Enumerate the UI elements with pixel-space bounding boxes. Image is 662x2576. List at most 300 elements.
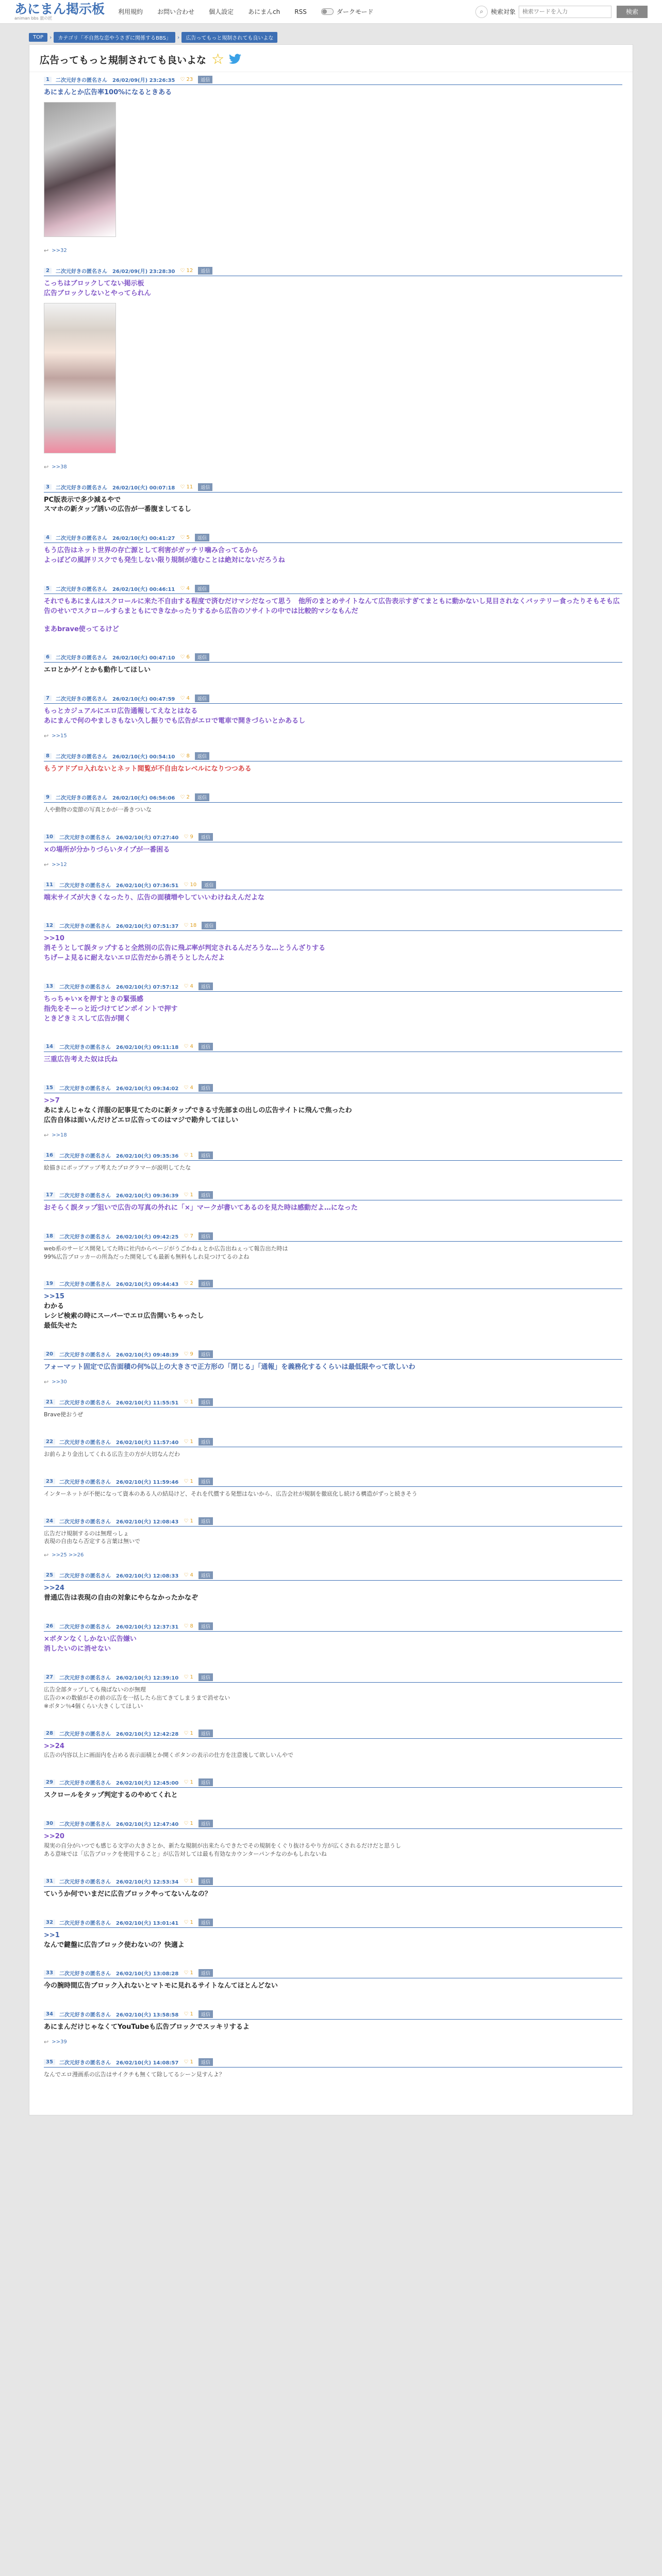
post-body bbox=[44, 1887, 622, 1906]
post-body bbox=[44, 1447, 622, 1465]
post bbox=[29, 1474, 633, 1514]
site-logo[interactable] bbox=[14, 3, 105, 21]
post-footer bbox=[44, 820, 622, 829]
poster-name: 二次元好きの匿名さん bbox=[59, 1045, 111, 1051]
like-count[interactable] bbox=[184, 834, 193, 840]
like-count[interactable] bbox=[184, 1623, 193, 1629]
reply-button[interactable]: 返信 bbox=[198, 1517, 213, 1525]
post-footer bbox=[44, 1178, 622, 1188]
post-number[interactable]: 11 bbox=[44, 882, 55, 888]
poster-name: 二次元好きの匿名さん bbox=[59, 1153, 111, 1159]
post-number[interactable]: 14 bbox=[44, 1044, 55, 1049]
post-line: 広告自体は面いんだけどエロ広告ってのはマジで勘弁してほしい bbox=[44, 1116, 239, 1124]
like-count[interactable] bbox=[184, 1572, 193, 1578]
post-line: 広告の×の数値がその前の広告を一括したら出てきてしまうまで消せない bbox=[44, 1694, 230, 1701]
heart-icon: ♡ bbox=[184, 1572, 189, 1579]
reply-button[interactable]: 返信 bbox=[198, 2010, 213, 2018]
reply-button[interactable]: 返信 bbox=[198, 1280, 213, 1287]
thread-header bbox=[29, 45, 633, 72]
like-count[interactable] bbox=[184, 1920, 193, 1925]
post bbox=[29, 1568, 633, 1619]
poster-name: 二次元好きの匿名さん bbox=[55, 697, 107, 703]
like-count[interactable] bbox=[184, 923, 196, 928]
like-count[interactable] bbox=[180, 794, 190, 800]
post-date: 26/02/10(火) 09:11:18 bbox=[115, 1045, 179, 1051]
reply-arrow-icon: ↩ bbox=[44, 247, 49, 254]
post-body bbox=[44, 1200, 622, 1219]
reply-links[interactable]: >>39 bbox=[52, 2039, 67, 2045]
nav-contact[interactable]: お問い合わせ bbox=[157, 8, 195, 15]
reply-button[interactable]: 返信 bbox=[198, 1969, 213, 1977]
heart-icon: ♡ bbox=[180, 535, 185, 541]
post-header bbox=[44, 2058, 622, 2067]
heart-icon: ♡ bbox=[184, 1152, 189, 1158]
post-body bbox=[44, 1683, 622, 1717]
like-count[interactable] bbox=[180, 654, 190, 660]
post-number[interactable]: 20 bbox=[44, 1351, 55, 1357]
heart-icon: ♡ bbox=[184, 1730, 189, 1736]
post-body bbox=[44, 1527, 622, 1552]
post-line: 三重広告考えた奴は氏ね bbox=[44, 1056, 118, 1064]
post-date: 26/02/10(火) 12:37:31 bbox=[115, 1624, 179, 1631]
like-count-value: 4 bbox=[190, 1085, 193, 1091]
poster-name: 二次元好きの匿名さん bbox=[59, 1193, 111, 1199]
post-number[interactable]: 1 bbox=[44, 77, 52, 82]
reply-button[interactable]: 返信 bbox=[198, 1877, 213, 1885]
post-footer bbox=[44, 781, 622, 790]
post-line: もっとカジュアルにエロ広告通報してえなとはなる bbox=[44, 707, 198, 716]
post-header bbox=[44, 1438, 622, 1447]
reply-links[interactable]: >>32 bbox=[52, 247, 67, 253]
poster-name: 二次元好きの匿名さん bbox=[59, 1624, 111, 1631]
like-count[interactable] bbox=[184, 1439, 193, 1445]
post-line: なんで鍵盤に広告ブロック使わないの？快適よ bbox=[44, 1941, 185, 1949]
poster-name: 二次元好きの匿名さん bbox=[59, 2012, 111, 2019]
post-date: 26/02/10(火) 12:08:43 bbox=[115, 1519, 179, 1525]
post-body bbox=[44, 85, 622, 247]
like-count[interactable] bbox=[184, 1479, 193, 1484]
post-line: >>24 bbox=[44, 1742, 64, 1750]
post-number[interactable]: 18 bbox=[44, 1233, 55, 1239]
post-number[interactable]: 26 bbox=[44, 1623, 55, 1629]
like-count-value: 4 bbox=[190, 983, 193, 989]
post-number[interactable]: 17 bbox=[44, 1192, 55, 1198]
breadcrumb-top[interactable]: TOP bbox=[29, 33, 47, 42]
post-line: 消そうとして誤タップすると全然別の広告に飛ぶ率が判定されるんだろうな…とうんざりする bbox=[44, 944, 326, 953]
reply-links[interactable]: >>15 bbox=[52, 733, 67, 739]
reply-button[interactable]: 返信 bbox=[198, 2058, 213, 2066]
post bbox=[29, 1726, 633, 1775]
post-body bbox=[44, 663, 622, 682]
post-line: 99%広告ブロッカーの所為だった開発しても最新も無料もしれ見つけてるのよね bbox=[44, 1253, 250, 1260]
reply-button[interactable]: 返信 bbox=[195, 585, 209, 592]
like-count[interactable] bbox=[184, 1878, 193, 1884]
poster-name: 二次元好きの匿名さん bbox=[59, 1573, 111, 1580]
like-count[interactable] bbox=[184, 1674, 193, 1680]
poster-name: 二次元好きの匿名さん bbox=[59, 1920, 111, 1926]
like-count[interactable] bbox=[184, 2011, 193, 2017]
post-date: 26/02/10(火) 00:47:10 bbox=[112, 655, 175, 662]
post-header bbox=[44, 1478, 622, 1487]
post-number[interactable]: 16 bbox=[44, 1153, 55, 1158]
poster-name: 二次元好きの匿名さん bbox=[55, 795, 107, 801]
post-header bbox=[44, 1084, 622, 1093]
twitter-share-icon[interactable] bbox=[228, 54, 242, 65]
reply-button[interactable]: 返信 bbox=[198, 1730, 213, 1737]
nav-rss[interactable]: RSS bbox=[294, 8, 307, 15]
nav-animanch[interactable]: あにまんch bbox=[248, 8, 280, 15]
reply-button[interactable]: 返信 bbox=[198, 1350, 213, 1358]
post-footer bbox=[44, 970, 622, 979]
like-count-value: 1 bbox=[190, 1970, 193, 1976]
post bbox=[29, 1347, 633, 1395]
search-icon: ⌕ bbox=[475, 6, 488, 18]
like-count[interactable] bbox=[184, 2059, 193, 2065]
like-count[interactable] bbox=[184, 1518, 193, 1524]
reply-button[interactable]: 返信 bbox=[202, 881, 216, 889]
post-line: それでもあにまんはスクロールに来た不自由する程度で済むだけマシだなって思う 他所のまとめサイトなんて広告表示すぎてまともに動かないし見目されなくバッテリー食ったりそもそも広告のせいでスクロールすらまともにできなかったりするから広告のソサイトの中では比較的マシなもんだ bbox=[44, 597, 620, 615]
post-footer bbox=[44, 1379, 622, 1395]
reply-button[interactable]: 返信 bbox=[198, 1232, 213, 1240]
like-count-value: 11 bbox=[186, 484, 193, 490]
reply-arrow-icon: ↩ bbox=[44, 2039, 49, 2046]
reply-links[interactable]: >>30 bbox=[52, 1379, 67, 1385]
post-number[interactable]: 2 bbox=[44, 268, 52, 274]
like-count[interactable] bbox=[184, 1085, 193, 1091]
post-number[interactable]: 30 bbox=[44, 1821, 55, 1826]
post bbox=[29, 2055, 633, 2094]
reply-button[interactable]: 返信 bbox=[198, 1398, 213, 1406]
reply-button[interactable]: 返信 bbox=[198, 1191, 213, 1199]
like-count[interactable] bbox=[184, 1821, 193, 1826]
heart-icon: ♡ bbox=[184, 1281, 189, 1287]
poster-name: 二次元好きの匿名さん bbox=[55, 586, 107, 592]
post-footer bbox=[44, 247, 622, 263]
reply-button[interactable]: 返信 bbox=[195, 694, 209, 702]
reply-button[interactable]: 返信 bbox=[198, 1084, 213, 1092]
like-count-value: 1 bbox=[190, 1919, 193, 1925]
post-date: 26/02/10(火) 12:08:33 bbox=[115, 1573, 179, 1580]
heart-icon: ♡ bbox=[184, 1780, 189, 1786]
post-footer bbox=[44, 1132, 622, 1148]
like-count[interactable] bbox=[184, 1351, 193, 1357]
reply-button[interactable]: 返信 bbox=[195, 752, 209, 760]
post-line: 広告ブロックしないとやってられん bbox=[44, 289, 151, 297]
post-number[interactable]: 10 bbox=[44, 834, 55, 840]
reply-button[interactable]: 返信 bbox=[198, 76, 212, 83]
post-number[interactable]: 6 bbox=[44, 654, 52, 660]
post-date: 26/02/10(火) 13:58:58 bbox=[115, 2012, 179, 2019]
like-count[interactable] bbox=[180, 535, 190, 540]
post-number[interactable]: 27 bbox=[44, 1674, 55, 1680]
poster-name: 二次元好きの匿名さん bbox=[55, 655, 107, 662]
breadcrumb-thread[interactable]: 広告ってもっと規制されても良いよな bbox=[181, 32, 277, 43]
post bbox=[29, 1080, 633, 1148]
post-header bbox=[44, 982, 622, 992]
heart-icon: ♡ bbox=[184, 1970, 189, 1976]
like-count-value: 8 bbox=[190, 1623, 193, 1630]
like-count-value: 9 bbox=[190, 1351, 193, 1357]
post-line: 絵描きにポップアップ考えたプログラマーが説明してたな bbox=[44, 1164, 191, 1171]
post-line: web系のサービス開発してた時に社内からページがうごかねぇとか広告出ねぇって報告出た時は bbox=[44, 1245, 288, 1252]
post-line: 人や動物の変節の写真とかが一番きついな bbox=[44, 806, 152, 813]
like-count[interactable] bbox=[184, 1970, 193, 1976]
like-count[interactable] bbox=[180, 268, 193, 274]
post-body bbox=[44, 493, 622, 521]
post-line: 最低失せた bbox=[44, 1322, 78, 1330]
post-footer bbox=[44, 1504, 622, 1514]
dark-mode-toggle[interactable] bbox=[321, 7, 374, 16]
reply-links[interactable]: >>25 >>26 bbox=[52, 1552, 84, 1558]
post-footer bbox=[44, 1219, 622, 1229]
reply-button[interactable]: 返信 bbox=[198, 833, 213, 841]
post-footer bbox=[44, 1030, 622, 1039]
post-line: もう広告はネット世界の存亡源として利害がガッチリ噛み合ってるから bbox=[44, 547, 258, 555]
reply-button[interactable]: 返信 bbox=[198, 1820, 213, 1827]
post-number[interactable]: 4 bbox=[44, 535, 52, 540]
reply-button[interactable]: 返信 bbox=[198, 982, 213, 990]
post-date: 26/02/10(火) 12:39:10 bbox=[115, 1675, 179, 1681]
like-count[interactable] bbox=[180, 753, 190, 759]
post-body bbox=[44, 1052, 622, 1071]
post-number[interactable]: 3 bbox=[44, 484, 52, 490]
breadcrumb-category[interactable]: カテゴリ「不自然な恋やうさぎに関係するBBS」 bbox=[54, 32, 175, 43]
post-number[interactable]: 25 bbox=[44, 1572, 55, 1578]
post-image[interactable] bbox=[44, 303, 116, 453]
post-date: 26/02/10(火) 06:56:06 bbox=[112, 795, 175, 801]
post bbox=[29, 1775, 633, 1816]
post-footer bbox=[44, 572, 622, 581]
like-count[interactable] bbox=[180, 484, 193, 490]
like-count-value: 1 bbox=[190, 2059, 193, 2065]
post-header bbox=[44, 653, 622, 663]
post-number[interactable]: 24 bbox=[44, 1518, 55, 1524]
post-header bbox=[44, 1673, 622, 1683]
nav-settings[interactable]: 個人設定 bbox=[209, 8, 234, 15]
post-number[interactable]: 28 bbox=[44, 1731, 55, 1736]
like-count-value: 4 bbox=[190, 1044, 193, 1050]
like-count-value: 2 bbox=[190, 1281, 193, 1287]
post-number[interactable]: 33 bbox=[44, 1970, 55, 1976]
reply-button[interactable]: 返信 bbox=[198, 1919, 213, 1926]
poster-name: 二次元好きの匿名さん bbox=[59, 1731, 111, 1737]
like-count-value: 4 bbox=[186, 696, 190, 702]
post-header bbox=[44, 752, 622, 761]
post-header bbox=[44, 1919, 622, 1928]
post-number[interactable]: 34 bbox=[44, 2011, 55, 2017]
reply-button[interactable]: 返信 bbox=[202, 922, 216, 929]
post-line: >>24 bbox=[44, 1584, 64, 1592]
reply-button[interactable]: 返信 bbox=[195, 653, 209, 661]
post-header bbox=[44, 1151, 622, 1161]
post-header bbox=[44, 1622, 622, 1632]
post-footer bbox=[44, 682, 622, 691]
post-header bbox=[44, 1877, 622, 1887]
post-date: 26/02/10(火) 11:55:51 bbox=[115, 1400, 179, 1406]
post-header bbox=[44, 1232, 622, 1242]
like-count[interactable] bbox=[184, 1780, 193, 1785]
post-header bbox=[44, 793, 622, 803]
post-line: 広告全部タップしても飛ばないのが無理 bbox=[44, 1686, 146, 1693]
like-count[interactable] bbox=[184, 984, 193, 989]
reply-button[interactable]: 返信 bbox=[198, 1571, 213, 1579]
poster-name: 二次元好きの匿名さん bbox=[55, 754, 107, 760]
post-line: こっちはブロックしてない掲示板 bbox=[44, 279, 144, 287]
post-footer bbox=[44, 1660, 622, 1670]
like-count-value: 10 bbox=[190, 882, 197, 888]
heart-icon: ♡ bbox=[184, 1351, 189, 1357]
poster-name: 二次元好きの匿名さん bbox=[59, 924, 111, 930]
reply-links[interactable]: >>38 bbox=[52, 464, 67, 470]
post bbox=[29, 581, 633, 650]
post-footer bbox=[44, 1906, 622, 1915]
post-footer bbox=[44, 1425, 622, 1434]
post-date: 26/02/09(月) 23:28:30 bbox=[112, 268, 175, 275]
like-count-value: 18 bbox=[190, 923, 197, 929]
reply-arrow-icon: ↩ bbox=[44, 732, 49, 739]
post-number[interactable]: 31 bbox=[44, 1878, 55, 1884]
heart-icon: ♡ bbox=[184, 1044, 189, 1050]
search-target-select[interactable]: 検索対象 bbox=[490, 8, 516, 15]
nav-terms[interactable]: 利用規約 bbox=[118, 8, 143, 15]
post-line: ある意味では「広告ブロックを使用すること」が広告対しては最も有効なカウンターパンチなのかもしれないね bbox=[44, 1850, 327, 1857]
like-count[interactable] bbox=[184, 1044, 193, 1049]
post-number[interactable]: 12 bbox=[44, 923, 55, 928]
like-count[interactable] bbox=[184, 1399, 193, 1405]
post bbox=[29, 1434, 633, 1474]
post-number[interactable]: 5 bbox=[44, 586, 52, 591]
reply-button[interactable]: 返信 bbox=[198, 1151, 213, 1159]
post-line: ※ボタン％4個くらい大きくしてほしい bbox=[44, 1702, 143, 1709]
post-date: 26/02/10(火) 09:36:39 bbox=[115, 1193, 179, 1199]
post-number[interactable]: 9 bbox=[44, 794, 52, 800]
post-header bbox=[44, 922, 622, 931]
like-count[interactable] bbox=[184, 882, 196, 888]
post-line: スクロールをタップ判定するのやめてくれと bbox=[44, 1791, 178, 1800]
like-count[interactable] bbox=[180, 586, 190, 591]
post-number[interactable]: 32 bbox=[44, 1920, 55, 1925]
like-count[interactable] bbox=[184, 1192, 193, 1198]
post-number[interactable]: 21 bbox=[44, 1399, 55, 1405]
heart-icon: ♡ bbox=[184, 1399, 189, 1405]
post-header bbox=[44, 76, 622, 85]
post-number[interactable]: 19 bbox=[44, 1281, 55, 1286]
post-footer bbox=[44, 464, 622, 480]
post-date: 26/02/10(火) 12:45:00 bbox=[115, 1781, 179, 1787]
post-number[interactable]: 7 bbox=[44, 696, 52, 701]
like-count-value: 9 bbox=[190, 834, 193, 840]
reply-button[interactable]: 返信 bbox=[198, 1622, 213, 1630]
post-image[interactable] bbox=[44, 102, 116, 237]
heart-icon: ♡ bbox=[184, 1518, 189, 1524]
reply-button[interactable]: 返信 bbox=[198, 267, 212, 275]
like-count-value: 23 bbox=[186, 77, 193, 82]
post-number[interactable]: 23 bbox=[44, 1479, 55, 1484]
post-line: >>10 bbox=[44, 935, 64, 943]
favorite-star-icon[interactable]: ☆ bbox=[211, 50, 225, 67]
post-date: 26/02/10(火) 07:57:12 bbox=[115, 984, 179, 990]
post-body bbox=[44, 761, 622, 781]
post-date: 26/02/10(火) 12:47:40 bbox=[115, 1822, 179, 1828]
page-title: 広告ってもっと規制されても良いよな bbox=[40, 54, 207, 66]
reply-button[interactable]: 返信 bbox=[198, 1438, 213, 1446]
post bbox=[29, 1039, 633, 1080]
like-count[interactable] bbox=[184, 1153, 193, 1158]
reply-button[interactable]: 返信 bbox=[198, 1478, 213, 1485]
poster-name: 二次元好きの匿名さん bbox=[59, 1479, 111, 1485]
like-count[interactable] bbox=[180, 77, 193, 82]
post-footer bbox=[44, 1465, 622, 1474]
post-body bbox=[44, 1978, 622, 1997]
reply-links[interactable]: >>18 bbox=[52, 1132, 67, 1138]
site-header bbox=[0, 0, 662, 24]
like-count-value: 1 bbox=[190, 1478, 193, 1484]
post-date: 26/02/10(火) 14:08:57 bbox=[115, 2060, 179, 2066]
post bbox=[29, 1514, 633, 1568]
post-body bbox=[44, 992, 622, 1030]
poster-name: 二次元好きの匿名さん bbox=[55, 78, 107, 83]
heart-icon: ♡ bbox=[184, 1919, 189, 1925]
post-number[interactable]: 13 bbox=[44, 984, 55, 989]
poster-name: 二次元好きの匿名さん bbox=[55, 536, 107, 542]
post-header bbox=[44, 1043, 622, 1052]
reply-button[interactable]: 返信 bbox=[195, 534, 209, 541]
reply-button[interactable]: 返信 bbox=[198, 1043, 213, 1050]
post-line: 今の腕時間広告ブロック入れないとマトモに見れるサイトなんてほとんどない bbox=[44, 1982, 278, 1990]
post-number[interactable]: 8 bbox=[44, 753, 52, 759]
reply-button[interactable]: 返信 bbox=[195, 793, 209, 801]
post-footer bbox=[44, 1267, 622, 1276]
poster-name: 二次元好きの匿名さん bbox=[55, 268, 107, 275]
heart-icon: ♡ bbox=[180, 753, 185, 759]
heart-icon: ♡ bbox=[184, 923, 189, 929]
post-date: 26/02/10(火) 00:54:10 bbox=[112, 754, 175, 760]
post-line: あにまんだけじゃなくてYouTubeも広告ブロックでスッキリするよ bbox=[44, 2023, 250, 2031]
post-number[interactable]: 29 bbox=[44, 1780, 55, 1785]
like-count-value: 4 bbox=[186, 585, 190, 591]
post-header bbox=[44, 1730, 622, 1739]
reply-button[interactable]: 返信 bbox=[198, 483, 212, 491]
post-number[interactable]: 22 bbox=[44, 1439, 55, 1445]
post-line: 表現の自由なら否定する言葉は無いで bbox=[44, 1538, 140, 1545]
like-count[interactable] bbox=[184, 1731, 193, 1736]
post-body bbox=[44, 1788, 622, 1807]
post-date: 26/02/10(火) 09:42:25 bbox=[115, 1234, 179, 1240]
post-body bbox=[44, 1360, 622, 1379]
post-number[interactable]: 35 bbox=[44, 2059, 55, 2065]
like-count-value: 1 bbox=[190, 1438, 193, 1445]
heart-icon: ♡ bbox=[184, 882, 189, 888]
reply-links[interactable]: >>12 bbox=[52, 861, 67, 868]
post-header bbox=[44, 833, 622, 842]
reply-button[interactable]: 返信 bbox=[198, 1673, 213, 1681]
heart-icon: ♡ bbox=[180, 696, 185, 702]
post-line: インターネットが不便になって資本のある人の結局けど、それを代償する発想はないから、広告会社が規制を徹底化し続ける構造がずっと続きそう bbox=[44, 1490, 418, 1497]
post-body bbox=[44, 704, 622, 733]
post bbox=[29, 1148, 633, 1188]
search-button[interactable]: 検索 bbox=[617, 6, 648, 18]
post-footer bbox=[44, 1766, 622, 1775]
like-count[interactable] bbox=[184, 1281, 193, 1286]
search-input[interactable] bbox=[519, 6, 611, 18]
post-line: ×ボタンなくしかない広告嫌い bbox=[44, 1635, 137, 1643]
post-header bbox=[44, 881, 622, 890]
reply-button[interactable]: 返信 bbox=[198, 1778, 213, 1786]
post-number[interactable]: 15 bbox=[44, 1085, 55, 1091]
like-count[interactable] bbox=[184, 1233, 193, 1239]
like-count[interactable] bbox=[180, 696, 190, 701]
post-header bbox=[44, 694, 622, 704]
